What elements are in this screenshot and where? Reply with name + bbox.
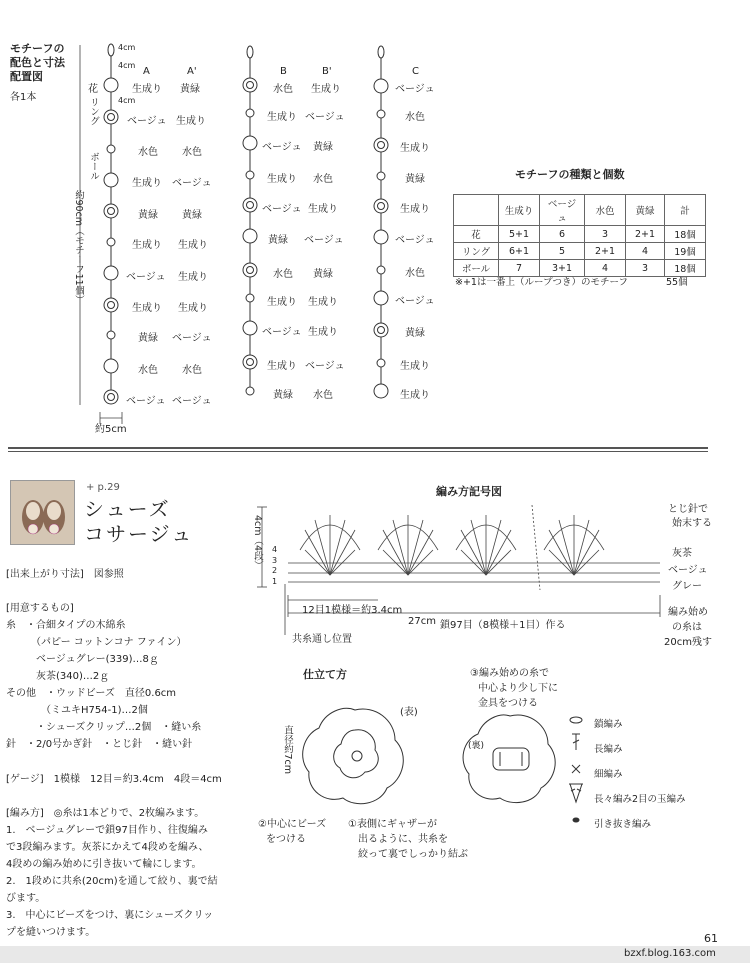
- legend-bobble: 長々編み2目の玉編み: [594, 794, 686, 805]
- single-crochet-icon: [572, 765, 580, 773]
- fan-4: [544, 515, 604, 575]
- cell: ベージュ: [172, 396, 212, 407]
- diameter: 直径約7cm: [282, 725, 293, 775]
- start-line2: の糸は: [672, 622, 702, 633]
- td: 3+1: [540, 260, 585, 277]
- section-divider-bottom: [8, 451, 708, 452]
- th: ベージュ: [540, 195, 585, 226]
- cell: 水色: [313, 390, 333, 401]
- cell: 生成り: [400, 361, 430, 372]
- cell: ベージュ: [395, 296, 435, 307]
- cell: 黄緑: [182, 210, 202, 221]
- shoe-photo: [10, 480, 75, 545]
- label-haicha: 灰茶: [672, 548, 692, 559]
- cell: 生成り: [132, 303, 162, 314]
- td: 3: [626, 260, 665, 277]
- chain-count: 鎖97目（8模様＋1目）作る: [440, 620, 566, 631]
- cell: 生成り: [178, 303, 208, 314]
- flower-back: [455, 708, 565, 808]
- td: 6+1: [499, 243, 540, 260]
- cell: 生成り: [267, 174, 297, 185]
- cell: ベージュ: [304, 235, 344, 246]
- fan-1: [300, 515, 360, 575]
- method-label: [編み方] ◎糸は1本どりで、2枚編みます。: [6, 808, 205, 819]
- cell: 生成り: [132, 240, 162, 251]
- td: 花: [454, 226, 499, 243]
- cell: 黄緑: [268, 235, 288, 246]
- fan-3: [456, 515, 516, 575]
- col-c-head: C: [412, 66, 419, 77]
- td: 4: [626, 243, 665, 260]
- section-divider-top: [8, 447, 708, 449]
- method-line: 1. ベージュグレーで鎖97目作り、往復編み: [6, 825, 208, 836]
- th: 水色: [585, 195, 626, 226]
- cell: 生成り: [176, 116, 206, 127]
- td: 2+1: [626, 226, 665, 243]
- motif-count-table: [453, 194, 706, 277]
- size-label: [出来上がり寸法] 図参照: [6, 569, 124, 580]
- shoe-illustration-icon: [11, 481, 74, 544]
- cell: 生成り: [308, 204, 338, 215]
- finish-title: 仕立て方: [303, 668, 347, 681]
- step3-line3: 金具をつける: [478, 698, 538, 709]
- chain-stitch-icon: [570, 717, 582, 723]
- material-line: 糸 ・合細タイプの木綿糸: [6, 620, 126, 631]
- start-line1: 編み始め: [668, 607, 708, 618]
- cell: 生成り: [400, 143, 430, 154]
- top-subtitle: 各1本: [10, 92, 37, 103]
- table-title: モチーフの種類と個数: [515, 168, 625, 181]
- td: 6: [540, 226, 585, 243]
- chain-a: [104, 44, 118, 404]
- material-line: その他 ・ウッドビーズ 直径0.6cm: [6, 688, 177, 699]
- cell: 生成り: [308, 327, 338, 338]
- flower-front: [295, 700, 415, 810]
- legend-sc: 細編み: [594, 769, 623, 780]
- th: [454, 195, 499, 226]
- site-url: bzxf.blog.163.com: [624, 948, 716, 959]
- material-line: ベージュグレー(339)…8ｇ: [6, 654, 159, 665]
- top-title-line2: 配色と寸法: [10, 56, 65, 69]
- cell: 生成り: [178, 240, 208, 251]
- cell: ベージュ: [126, 272, 166, 283]
- step3-line2: 中心より少し下に: [478, 683, 558, 694]
- label-ball: ボール: [88, 152, 99, 181]
- fan-2: [378, 515, 438, 575]
- table-total: 55個: [666, 277, 688, 288]
- cell: 生成り: [308, 297, 338, 308]
- cell: 黄緑: [138, 333, 158, 344]
- step1-line3: 絞って裏でしっかり結ぶ: [358, 849, 468, 860]
- thread-position: 共糸通し位置: [292, 634, 352, 645]
- col-a2-head: A': [187, 66, 197, 77]
- cell: ベージュ: [305, 112, 345, 123]
- material-line: （ミユキH754-1)…2個: [6, 705, 148, 716]
- legend-dc: 長編み: [594, 744, 623, 755]
- cell: 黄緑: [313, 142, 333, 153]
- table-note: ※+1は一番上（ループつき）のモチーフ: [455, 277, 629, 288]
- materials-label: [用意するもの]: [6, 603, 74, 614]
- cell: ベージュ: [127, 116, 167, 127]
- label-ring: リング: [88, 97, 99, 126]
- cell: 黄緑: [405, 174, 425, 185]
- legend-symbols: [566, 712, 586, 832]
- gauge: [ゲージ] 1模様 12目＝約3.4cm 4段＝4cm: [6, 774, 222, 785]
- td: 5+1: [499, 226, 540, 243]
- cell: 黄緑: [180, 84, 200, 95]
- top-title-line3: 配置図: [10, 70, 43, 83]
- top-title-line1: モチーフの: [10, 42, 65, 55]
- cell: 生成り: [132, 178, 162, 189]
- legend-slip: 引き抜き編み: [594, 819, 652, 830]
- cell: 水色: [313, 174, 333, 185]
- cell: 水色: [273, 269, 293, 280]
- cell: 水色: [405, 268, 425, 279]
- td: 19個: [665, 243, 706, 260]
- cell: 水色: [405, 112, 425, 123]
- dim-4cm-c: 4cm: [118, 96, 136, 105]
- row-1: 1: [272, 577, 278, 586]
- td: 18個: [665, 260, 706, 277]
- td: 4: [585, 260, 626, 277]
- legend-chain: 鎖編み: [594, 719, 623, 730]
- td: ボール: [454, 260, 499, 277]
- step1-line1: ①表側にギャザーが: [348, 819, 437, 830]
- project-title-line2: コサージュ: [84, 522, 194, 546]
- label-length: 約90cm（モチーフ11個）: [73, 190, 84, 305]
- label-omote: (表): [400, 707, 418, 718]
- td: 5: [540, 243, 585, 260]
- dim-4cm-b: 4cm: [118, 61, 136, 70]
- cell: 黄緑: [313, 269, 333, 280]
- total-width: 27cm: [408, 616, 436, 627]
- table-row: [454, 243, 706, 260]
- material-line: 針 ・2/0号かぎ針 ・とじ針 ・縫い針: [6, 739, 193, 750]
- method-line: 4段めの編み始めに引き抜いて輪にします。: [6, 859, 202, 870]
- step2-line2: をつける: [266, 834, 306, 845]
- cell: ベージュ: [395, 84, 435, 95]
- cell: ベージュ: [126, 396, 166, 407]
- method-line: 3. 中心にビーズをつけ、裏にシューズクリッ: [6, 910, 214, 921]
- td: 3: [585, 226, 626, 243]
- cell: 生成り: [311, 84, 341, 95]
- td: 18個: [665, 226, 706, 243]
- th: 黄緑: [626, 195, 665, 226]
- cell: 水色: [138, 365, 158, 376]
- cell: 黄緑: [405, 328, 425, 339]
- cell: 水色: [182, 147, 202, 158]
- cell: 水色: [273, 84, 293, 95]
- tojibari-line1: とじ針で: [668, 504, 708, 515]
- td: 7: [499, 260, 540, 277]
- dim-4cm-a: 4cm: [118, 43, 136, 52]
- method-line: 2. 1段めに共糸(20cm)を通して絞り、裏で結: [6, 876, 218, 887]
- th: 計: [665, 195, 706, 226]
- method-line: プを縫いつけます。: [6, 927, 96, 938]
- step2-line1: ②中心にビーズ: [258, 819, 327, 830]
- cell: 生成り: [132, 84, 162, 95]
- col-a-head: A: [143, 66, 150, 77]
- page-ref: + p.29: [86, 482, 120, 493]
- bobble-stitch-icon: [569, 784, 583, 802]
- cell: 生成り: [400, 204, 430, 215]
- label-beige: ベージュ: [668, 565, 708, 576]
- chain-b: [243, 46, 257, 395]
- cell: 生成り: [267, 297, 297, 308]
- diagram-title: 編み方記号図: [436, 485, 502, 498]
- cell: 水色: [182, 365, 202, 376]
- page-number: 61: [704, 932, 718, 945]
- cell: 生成り: [267, 112, 297, 123]
- label-hana: 花: [88, 84, 98, 95]
- td: 2+1: [585, 243, 626, 260]
- material-line: ・シューズクリップ…2個 ・縫い糸: [6, 722, 202, 733]
- cell: ベージュ: [395, 235, 435, 246]
- start-line3: 20cm残す: [664, 637, 712, 648]
- row-2: 2: [272, 566, 278, 575]
- row-4: 4: [272, 545, 278, 554]
- cell: ベージュ: [262, 327, 302, 338]
- chain-c: [374, 46, 388, 398]
- label-gray: グレー: [672, 581, 702, 592]
- td: リング: [454, 243, 499, 260]
- cell: 水色: [138, 147, 158, 158]
- th: 生成り: [499, 195, 540, 226]
- table-row: [454, 226, 706, 243]
- cell: ベージュ: [262, 204, 302, 215]
- label-ura: (裏): [468, 741, 485, 751]
- step3-line1: ③編み始めの糸で: [470, 668, 549, 679]
- cell: 生成り: [267, 361, 297, 372]
- cell: ベージュ: [305, 361, 345, 372]
- material-line: 灰茶(340)…2ｇ: [6, 671, 110, 682]
- cell: ベージュ: [262, 142, 302, 153]
- row-3: 3: [272, 556, 278, 565]
- cell: 生成り: [178, 272, 208, 283]
- tojibari-line2: 始末する: [672, 518, 712, 529]
- material-line: （パピー コットンコナ ファイン）: [6, 637, 187, 648]
- project-title-line1: シューズ: [84, 497, 171, 521]
- pattern-size: 12目1模様＝約3.4cm: [302, 605, 403, 616]
- cell: 生成り: [400, 390, 430, 401]
- cell: 黄緑: [138, 210, 158, 221]
- method-line: びます。: [6, 893, 46, 904]
- col-b2-head: B': [322, 66, 332, 77]
- col-b-head: B: [280, 66, 287, 77]
- cell: ベージュ: [172, 178, 212, 189]
- cell: ベージュ: [172, 333, 212, 344]
- label-width: 約5cm: [95, 424, 127, 435]
- table-header-row: [454, 195, 706, 226]
- cell: 黄緑: [273, 390, 293, 401]
- method-line: で3段編みます。灰茶にかえて4段めを編み、: [6, 842, 209, 853]
- diagram-height: 4cm（4段）: [252, 515, 263, 571]
- step1-line2: 出るように、共糸を: [358, 834, 448, 845]
- slip-stitch-icon: [573, 818, 579, 822]
